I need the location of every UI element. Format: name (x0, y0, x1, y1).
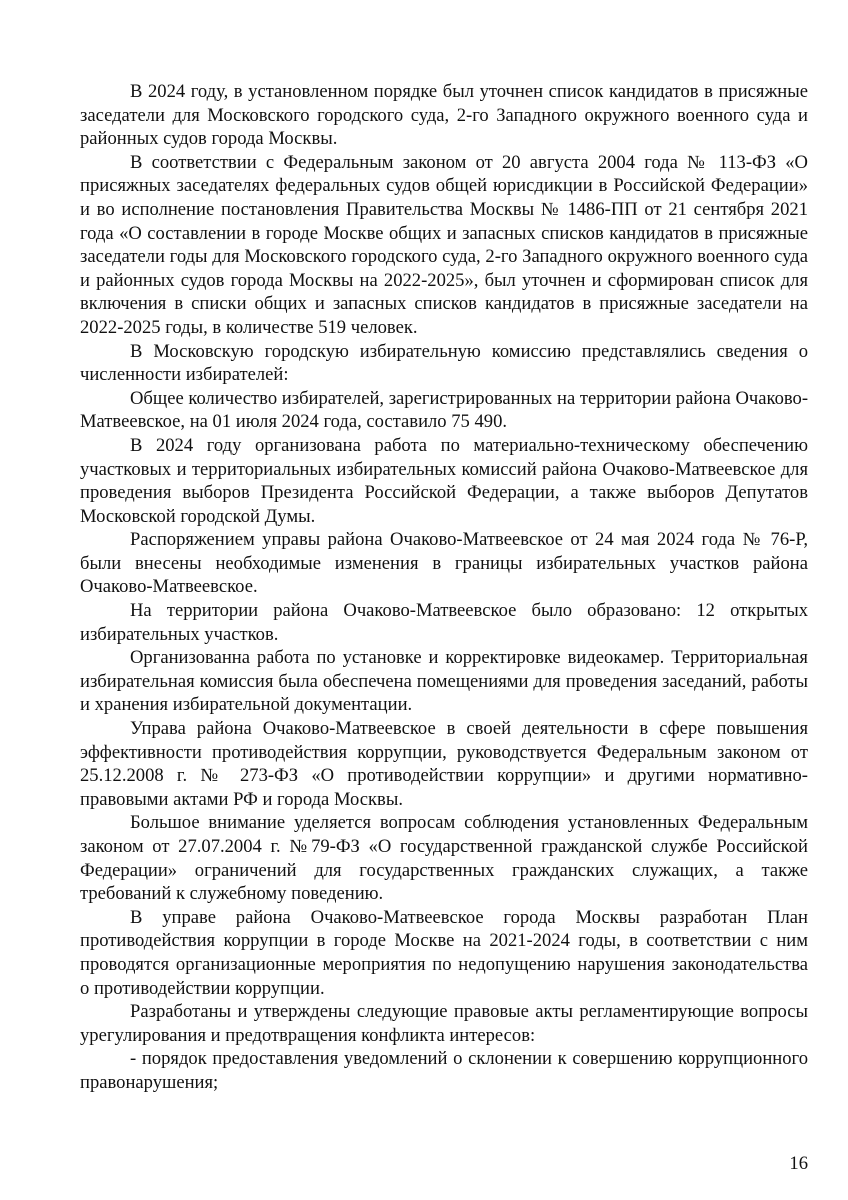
paragraph-federal-law-113: В соответствии с Федеральным законом от 20 августа 2004 года № 113-ФЗ «О присяжных заседателях федеральных судов общей юрисдикции в Российской Федерации» и во исполнение постановления Правительства Москвы № 1486-ПП от 21 сентября 2021 года «О составлении в городе Москве общих и запасных списков кандидатов в присяжные заседатели годы для Московского городского суда, 2-го Западного окружного военного суда и районных судов города Москвы на 2022-2025», был уточнен и сформирован список для включения в списки общих и запасных списков кандидатов в присяжные заседатели на 2022-2025 годы, в количестве 519 человек. (80, 151, 808, 338)
paragraph-anti-corruption: Управа района Очаково-Матвеевское в своей деятельности в сфере повышения эффективности противодействия коррупции, руководствуется Федеральным законом от 25.12.2008 г. № 273-ФЗ «О противодействии коррупции» и другими нормативно-правовыми актами РФ и города Москвы. (80, 718, 808, 810)
paragraph-election-support: В 2024 году организована работа по материально-техническому обеспечению участковых и территориальных избирательных комиссий района Очаково-Матвеевское для проведения выборов Президента Российской Федерации, а также выборов Депутатов Московской городской Думы. (80, 434, 808, 527)
paragraph-jurors-list: В 2024 году, в установленном порядке был уточнен список кандидатов в присяжные заседатели для Московского городского суда, 2-го Западного окружного военного суда и районных судов города Москвы. (80, 81, 808, 150)
paragraph-legal-acts: Разработаны и утверждены следующие правовые акты регламентирующие вопросы урегулирования и предотвращения конфликта интересов: (80, 1001, 808, 1046)
paragraph-district-order: Распоряжением управы района Очаково-Матвеевское от 24 мая 2024 года № 76-Р, были внесены необходимые изменения в границы избирательных участков района Очаково-Матвеевское. (80, 529, 808, 598)
list-item-notification-procedure: - порядок предоставления уведомлений о склонении к совершению коррупционного правонарушения; (80, 1048, 808, 1093)
paragraph-anti-corruption-plan: В управе района Очаково-Матвеевское города Москвы разработан План противодействия коррупции в городе Москве на 2021-2024 годы, в соответствии с ним проводятся организационные мероприятия по недопущению нарушения законодательства о противодействии коррупции. (80, 906, 808, 999)
document-body (80, 80, 808, 1095)
paragraph-election-commission: В Московскую городскую избирательную комиссию представлялись сведения о численности избирателей: (80, 340, 808, 386)
paragraph-polling-stations: На территории района Очаково-Матвеевское было образовано: 12 открытых избирательных участков. (80, 600, 808, 645)
page-number: 16 (789, 1153, 808, 1174)
paragraph-voter-count: Общее количество избирателей, зарегистрированных на территории района Очаково-Матвеевское, на 01 июля 2024 года, составило 75 490. (80, 387, 809, 433)
paragraph-civil-service: Большое внимание уделяется вопросам соблюдения установленных Федеральным законом от 27.07.2004 г. №79-ФЗ «О государственной гражданской службе Российской Федерации» ограничений для государственных гражданских служащих, а также требований к служебному поведению. (80, 812, 808, 905)
paragraph-video-cameras: Организованна работа по установке и корректировке видеокамер. Территориальная избирательная комиссия была обеспечена помещениями для проведения заседаний, работы и хранения избирательной документации. (80, 647, 808, 716)
